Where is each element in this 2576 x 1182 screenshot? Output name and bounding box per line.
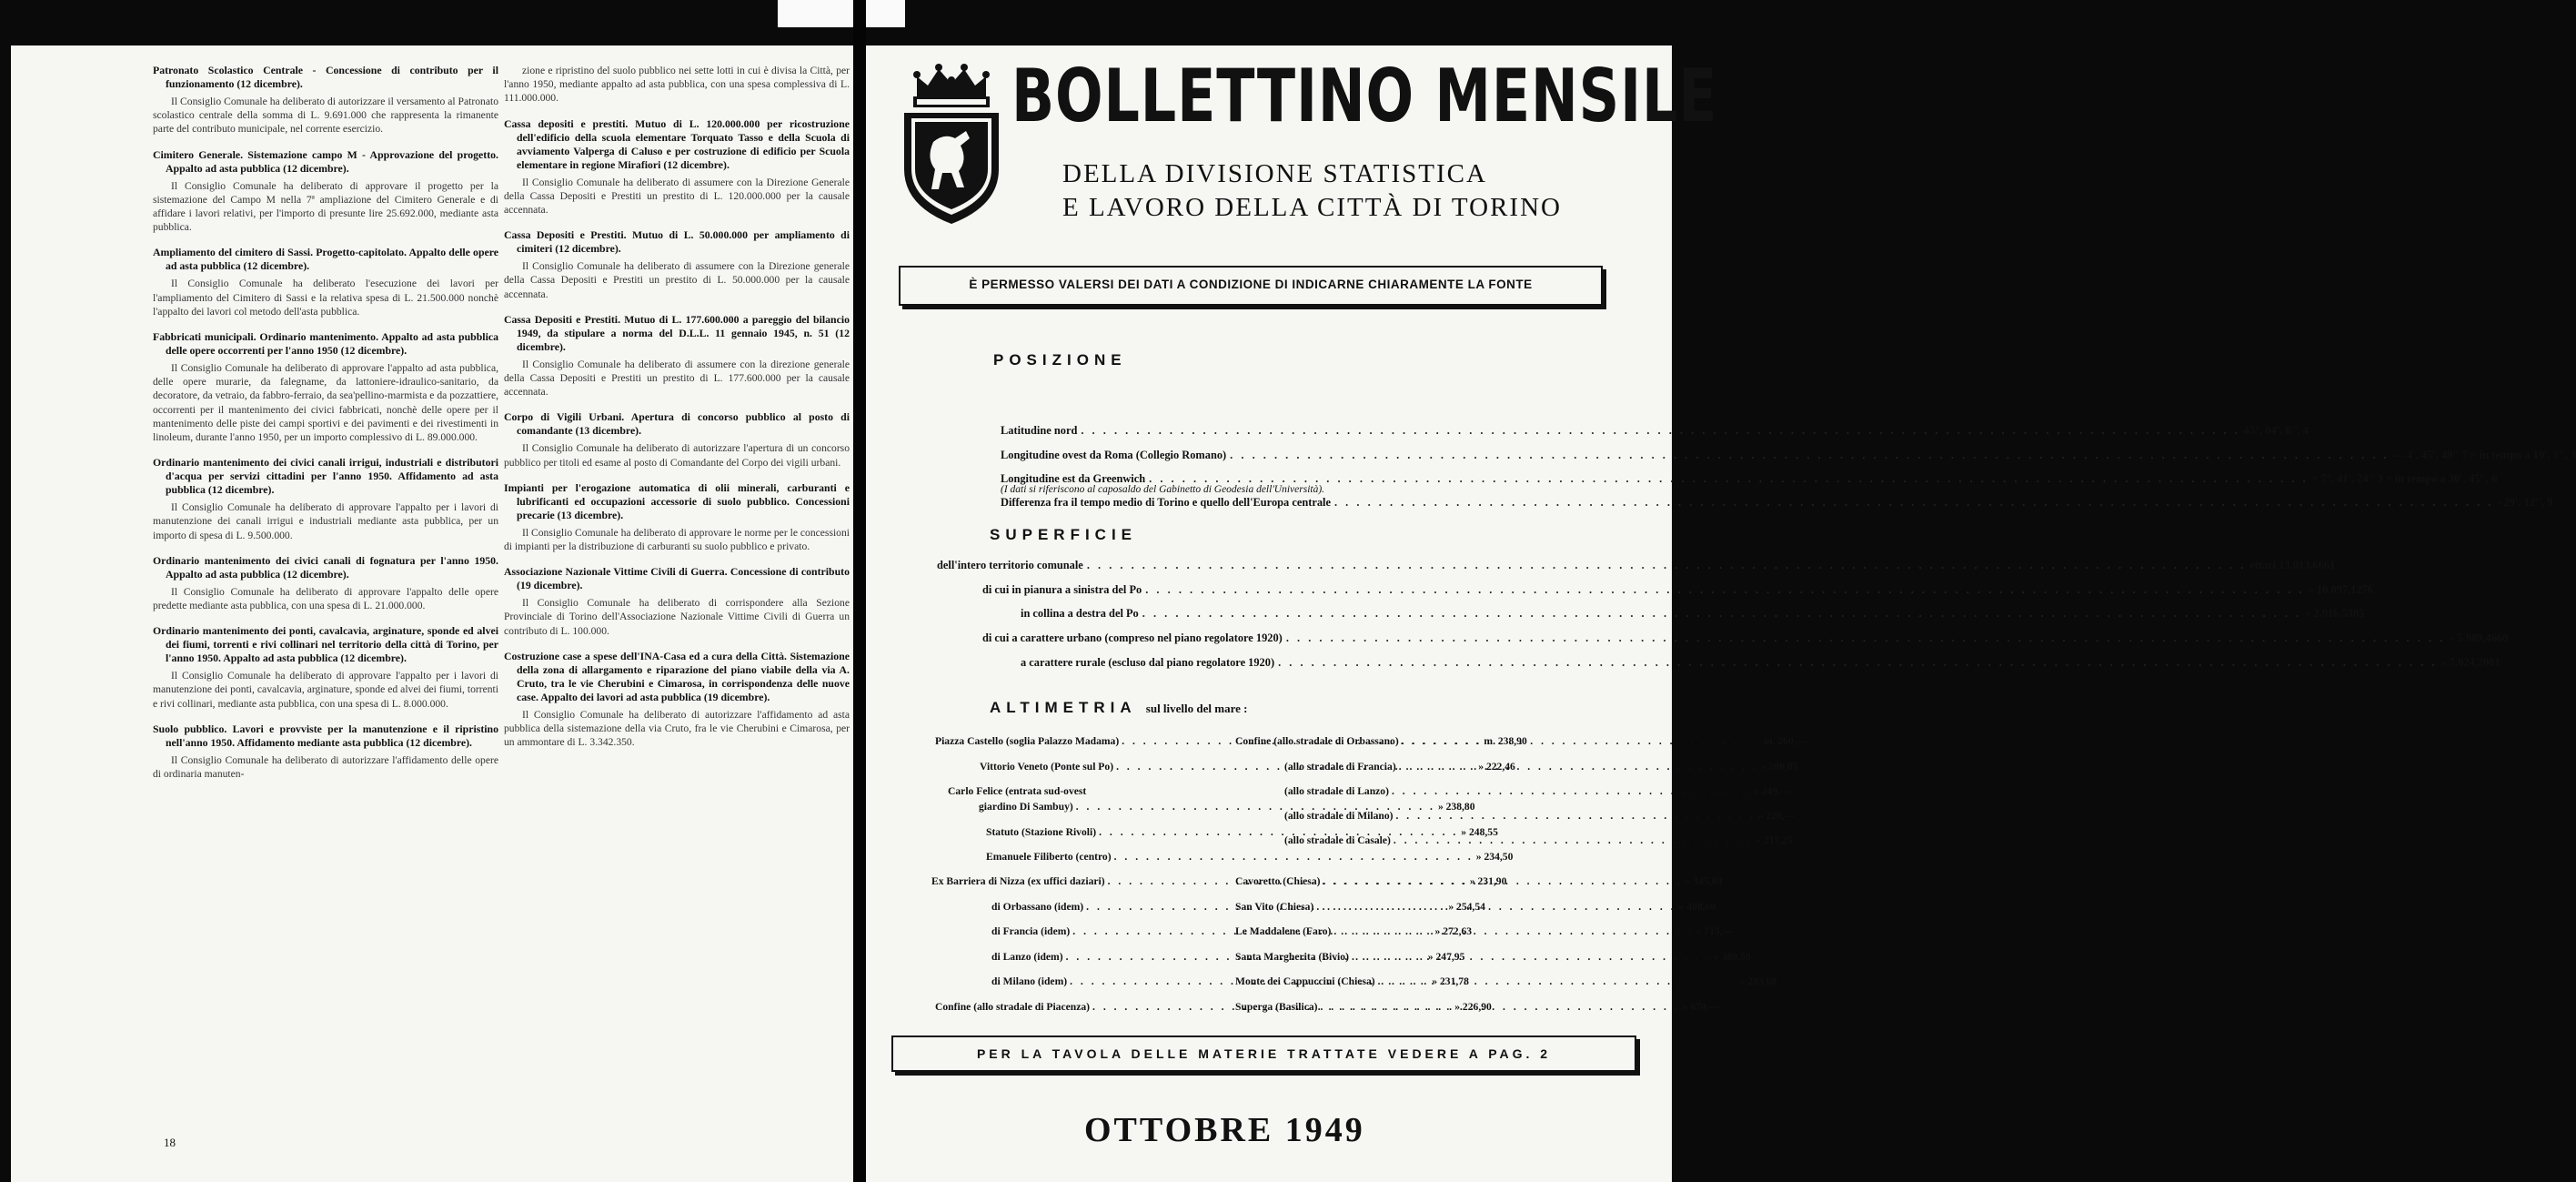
index-notice: PER LA TAVOLA DELLE MATERIE TRATTATE VEDERE A PAG. 2 bbox=[976, 1046, 1552, 1061]
superficie-row bbox=[1021, 607, 2365, 621]
row-label: di Lanzo (idem) bbox=[991, 951, 1063, 963]
text-column-b bbox=[504, 64, 850, 761]
leader-dots bbox=[1378, 975, 1737, 987]
article-body: Il Consiglio Comunale ha deliberato di assumere con la Direzione Generale della Cassa Depositi e Prestiti un prestito di L. 120.000.000 per la causale accennata. bbox=[504, 176, 850, 217]
row-value: » 283,68 bbox=[1739, 975, 1777, 987]
altimetria-row bbox=[979, 801, 1475, 813]
altimetria-row bbox=[1235, 901, 1716, 913]
leader-dots bbox=[1323, 875, 1682, 887]
article-body: Il Consiglio Comunale ha deliberato di approvare il progetto per la sistemazione del Campo M nella 7ª ampliazione del Cimitero Generale e di affidare i lavori relativi, per l'importo di presunte lire 25.692.000, mediante asta pubblica. bbox=[153, 179, 498, 234]
posizione-row bbox=[1001, 449, 2576, 462]
issue-date: OTTOBRE 1949 bbox=[1084, 1111, 1365, 1149]
article-heading: Suolo pubblico. Lavori e provviste per la manutenzione e il ripristino nell'anno 1950. Affidamento mediante asta pubblica (12 dicembre). bbox=[153, 722, 498, 749]
row-label: di cui a carattere urbano (compreso nel piano regolatore 1920) bbox=[982, 631, 1283, 644]
row-label: di Francia (idem) bbox=[991, 925, 1071, 937]
row-value: - 29', 12'', 9 bbox=[2497, 496, 2553, 509]
left-page bbox=[11, 45, 853, 1182]
row-label: (allo stradale di Lanzo) bbox=[1284, 785, 1389, 797]
leader-dots bbox=[1230, 449, 2389, 462]
article-entry bbox=[504, 64, 850, 106]
leader-dots bbox=[1321, 1001, 1680, 1013]
article-heading: Cimitero Generale. Sistemazione campo M - Approvazione del progetto. Appalto ad asta pubblica (12 dicembre). bbox=[153, 147, 498, 175]
row-label: Monte dei Cappuccini (Chiesa) bbox=[1235, 975, 1375, 987]
row-label: di Orbassano (idem) bbox=[991, 901, 1084, 913]
row-value: + 7°, 41', 24'' 3 = in tempo a 30', 45'', 6 bbox=[2311, 472, 2498, 485]
row-label: Confine (allo stradale di Piacenza) bbox=[935, 1001, 1091, 1013]
superficie-row bbox=[982, 583, 2373, 597]
article-entry bbox=[504, 228, 850, 301]
row-label: Santa Margherita (Bivio) bbox=[1235, 951, 1349, 963]
article-body: Il Consiglio Comunale ha deliberato di approvare l'appalto ad asta pubblica, delle opere murarie, da falegname, da lattoniere-idraulico-sanitario, da decoratore, da vetraio, da fabbro-ferraio, da sea'pellino-marmista e da pozzattiere, occorrenti per il mantenimento dei civici fabbricati, nonchè delle opere per il mantenimento delle piste dei campi sportivi e dei pavimenti e dei rivestimenti in linoleum, durante l'anno 1950, per un importo complessivo di L. 89.000.000. bbox=[153, 362, 498, 444]
row-label: Confine (allo stradale di Orbassano) bbox=[1235, 735, 1399, 747]
leader-dots bbox=[1087, 559, 2246, 572]
article-heading: Ampliamento del cimitero di Sassi. Progetto-capitolato. Appalto delle opere ad asta pubblica (12 dicembre). bbox=[153, 246, 498, 273]
article-body: Il Consiglio Comunale ha deliberato di assumere con la direzione generale della Cassa Depositi e Prestiti un prestito di L. 177.600.000 per la causale accennata. bbox=[504, 358, 850, 399]
article-entry bbox=[504, 313, 850, 399]
usage-notice-box bbox=[899, 266, 1603, 306]
article-heading: Cassa Depositi e Prestiti. Mutuo di L. 177.600.000 a pareggio del bilancio 1949, da stipulare a norma del D.L.L. 11 gennaio 1945, n. 51 (12 dicembre). bbox=[504, 312, 850, 353]
row-label: dell'intero territorio comunale bbox=[937, 559, 1083, 571]
article-body: Il Consiglio Comunale ha deliberato di approvare le norme per le concessioni di impianti per la distribuzione di carburanti su suolo pubblico e privato. bbox=[504, 526, 850, 553]
leader-dots bbox=[1333, 925, 1693, 937]
article-heading: Corpo di Vigili Urbani. Apertura di concorso pubblico al posto di comandante (13 dicembre). bbox=[504, 410, 850, 438]
leader-dots bbox=[1392, 785, 1751, 797]
leader-dots bbox=[1352, 951, 1711, 963]
article-heading: Impianti per l'erogazione automatica di olii minerali, carburanti e lubrificanti ed occupazioni accessorie di suolo pubblico. Concessioni precarie (13 dicembre). bbox=[504, 480, 850, 521]
altimetria-row bbox=[986, 851, 1514, 863]
article-heading: Costruzione case a spese dell'INA-Casa ed a cura della Città. Sistemazione della zona di allargamento e riparazione del piano viabile della via A. Cruto, tra le vie Cherubini e Cimarosa, in corrispondenza delle nuove case. Appalto dei lavori ad asta pubblica (19 dicembre). bbox=[504, 649, 850, 703]
row-label: Le Maddalene (Faro) bbox=[1235, 925, 1332, 937]
row-value: — 4', 45', 49'' 7 = in tempo a 19', 3'', 3 bbox=[2392, 449, 2576, 461]
row-value: ettari 13.013,6661 bbox=[2249, 559, 2336, 571]
row-label: a carattere rurale (escluso dal piano regolatore 1920) bbox=[1021, 656, 1275, 669]
article-entry bbox=[153, 554, 498, 612]
article-body: Il Consiglio Comunale ha deliberato di corrispondere alla Sezione Provinciale di Torino dell'Associazione Nazionale Vittime Civili di Guerra un contributo di L. 100.000. bbox=[504, 597, 850, 637]
masthead-subtitle-1: DELLA DIVISIONE STATISTICA bbox=[1062, 159, 1487, 188]
altimetria-title: ALTIMETRIA bbox=[990, 699, 1137, 716]
article-body: Il Consiglio Comunale ha deliberato di autorizzare l'affidamento delle opere di ordinaria manuten- bbox=[153, 753, 498, 781]
row-value: » 7.024,2001 bbox=[2440, 656, 2501, 669]
row-value: » 247,95 bbox=[1427, 951, 1465, 963]
row-label: Emanuele Filiberto (centro) bbox=[986, 851, 1112, 863]
row-value: » 5.989,4660 bbox=[2449, 631, 2509, 644]
scanner-top-strip bbox=[778, 0, 905, 27]
row-value: » 231,90 bbox=[1469, 875, 1507, 887]
row-value: 45°, 04', 8'', 4 bbox=[2243, 424, 2309, 437]
leader-dots bbox=[1081, 424, 2239, 438]
row-value: » 220,— bbox=[1757, 810, 1796, 822]
article-heading: Ordinario mantenimento dei ponti, cavalcavia, arginature, sponde ed alvei dei fiumi, torrenti e rivi collinari nel territorio della città di Torino, per l'anno 1950. Appalto ad asta pubblica (12 dicembre). bbox=[153, 624, 498, 665]
article-entry bbox=[153, 456, 498, 542]
leader-dots bbox=[1145, 583, 2304, 597]
row-label: Longitudine ovest da Roma (Collegio Romano) bbox=[1001, 449, 1227, 461]
article-body: Il Consiglio Comunale ha deliberato l'esecuzione dei lavori per l'ampliamento del Cimitero di Sassi e la relativa spesa di L. 21.500.000 nonchè l'appalto dei lavori col metodo dell'asta pubblica. bbox=[153, 278, 498, 318]
altimetria-row bbox=[1235, 951, 1751, 963]
altimetria-row bbox=[1235, 875, 1723, 887]
usage-notice: È PERMESSO VALERSI DEI DATI A CONDIZIONE DI INDICARNE CHIARAMENTE LA FONTE bbox=[969, 278, 1533, 291]
index-notice-box bbox=[891, 1036, 1636, 1072]
leader-dots bbox=[1395, 810, 1755, 822]
article-entry bbox=[504, 117, 850, 217]
row-value: » 670,— bbox=[1682, 1001, 1720, 1013]
leader-dots bbox=[1394, 834, 1753, 846]
superficie-row bbox=[1021, 656, 2501, 670]
row-label: di cui in pianura a sinistra del Po bbox=[982, 583, 1142, 596]
article-body: Il Consiglio Comunale ha deliberato di assumere con la Direzione generale della Cassa Depositi e Prestiti un prestito di L. 50.000.000 per la causale accennata. bbox=[504, 260, 850, 300]
row-value: » 389,50 bbox=[1714, 951, 1751, 963]
page-number: 18 bbox=[164, 1136, 176, 1149]
article-entry bbox=[153, 722, 498, 781]
row-value: » 222,46 bbox=[1478, 761, 1515, 773]
article-heading: Cassa depositi e prestiti. Mutuo di L. 120.000.000 per ricostruzione dell'edificio della scuola elementare Torquato Tasso e della Scuola di avviamento Valperga di Caluso e per costruzione di edificio per Scuola elementare in regione Mirafiori (12 dicembre). bbox=[504, 116, 850, 171]
article-heading: Ordinario mantenimento dei civici canali irrigui, industriali e distributori d'acqua per servizi cittadini per l'anno 1950. Affidamento ad asta pubblica (12 dicembre). bbox=[153, 456, 498, 497]
row-value: » 248,55 bbox=[1461, 826, 1498, 838]
superficie-row bbox=[937, 559, 2336, 572]
article-heading: Fabbricati municipali. Ordinario mantenimento. Appalto ad asta pubblica delle opere occorrenti per l'anno 1950 (12 dicembre). bbox=[153, 330, 498, 358]
posizione-row bbox=[1001, 424, 2309, 438]
article-body: Il Consiglio Comunale ha deliberato di approvare l'appalto delle opere predette mediante asta pubblica, con una spesa di L. 21.000.000. bbox=[153, 585, 498, 612]
row-label: Piazza Castello (soglia Palazzo Madama) bbox=[935, 735, 1120, 747]
altimetria-heading bbox=[990, 699, 1247, 717]
leader-dots bbox=[1142, 607, 2301, 621]
leader-dots bbox=[1278, 656, 2437, 670]
row-label: Vittorio Veneto (Ponte sul Po) bbox=[980, 761, 1114, 773]
row-value: m. 238,90 bbox=[1484, 735, 1527, 747]
leader-dots bbox=[1114, 851, 1474, 863]
row-label: (allo stradale di Francia) bbox=[1284, 761, 1396, 773]
article-entry bbox=[504, 410, 850, 469]
row-label: (allo stradale di Casale) bbox=[1284, 834, 1391, 846]
posizione-note: (I dati si riferiscono al caposaldo del Gabinetto di Geodesia dell'Università). bbox=[1001, 484, 1325, 495]
leader-dots bbox=[1286, 631, 2445, 645]
posizione-row bbox=[1001, 496, 2553, 510]
article-body: Il Consiglio Comunale ha deliberato di autorizzare l'affidamento ad asta pubblica della sistemazione della via Cruto, fra le vie Cherubini e Cimarosa, per un ammontare di L. 3.342.350. bbox=[504, 708, 850, 749]
article-entry bbox=[504, 565, 850, 638]
article-heading: Cassa Depositi e Prestiti. Mutuo di L. 50.000.000 per ampliamento di cimiteri (12 dicembre). bbox=[504, 228, 850, 256]
altimetria-row bbox=[1235, 1001, 1720, 1013]
row-label: giardino Di Sambuy) bbox=[979, 801, 1073, 813]
leader-dots bbox=[1316, 901, 1675, 913]
article-body: Il Consiglio Comunale ha deliberato di autorizzare l'apertura di un concorso pubblico per titoli ed esame al posto di Comandante del Corpo dei vigili urbani. bbox=[504, 442, 850, 469]
leader-dots bbox=[1399, 761, 1758, 773]
row-label: Cavoretto (Chiesa) bbox=[1235, 875, 1321, 887]
superficie-heading: SUPERFICIE bbox=[990, 526, 1138, 543]
right-page bbox=[866, 45, 2576, 1182]
row-value: » 234,50 bbox=[1475, 851, 1514, 863]
article-body: Il Consiglio Comunale ha deliberato di autorizzare il versamento al Patronato scolastico centrale della somma di L. 9.691.000 che rappresenta la rimanente parte del contributo municipale, nel corrente esercizio. bbox=[153, 96, 498, 136]
article-heading: Associazione Nazionale Vittime Civili di Guerra. Concessione di contributo (19 dicembre). bbox=[504, 565, 850, 592]
posizione-heading: POSIZIONE bbox=[993, 351, 1127, 369]
row-value: » 2.916,5385 bbox=[2305, 607, 2365, 620]
row-label: in collina a destra del Po bbox=[1021, 607, 1139, 620]
row-label: Longitudine est da Greenwich bbox=[1001, 472, 1146, 485]
article-heading: Patronato Scolastico Centrale - Concessione di contributo per il funzionamento (12 dicembre). bbox=[153, 64, 498, 90]
article-entry bbox=[504, 650, 850, 750]
altimetria-row bbox=[1284, 761, 1798, 773]
row-value: » 272,63 bbox=[1434, 925, 1473, 937]
row-value: » 217,25 bbox=[1756, 834, 1793, 846]
row-value: » 715,— bbox=[1696, 925, 1734, 937]
altimetria-row bbox=[1284, 834, 1793, 846]
row-value: » 254,54 bbox=[1448, 901, 1485, 913]
article-entry bbox=[153, 148, 498, 235]
row-label: Statuto (Stazione Rivoli) bbox=[986, 826, 1097, 838]
article-entry bbox=[153, 246, 498, 318]
row-label: Latitudine nord bbox=[1001, 424, 1078, 437]
turin-coat-of-arms-icon bbox=[901, 60, 1002, 226]
row-value: » 238,80 bbox=[1437, 801, 1475, 813]
row-label: Carlo Felice (entrata sud-ovest bbox=[948, 785, 1087, 797]
row-value: » 231,78 bbox=[1432, 975, 1469, 987]
leader-dots bbox=[1402, 735, 1761, 747]
row-label: Ex Barriera di Nizza (ex uffici daziari) bbox=[931, 875, 1105, 887]
book-gutter bbox=[853, 0, 866, 1182]
row-label: (allo stradale di Milano) bbox=[1284, 810, 1394, 822]
article-entry bbox=[153, 64, 498, 136]
row-value: » 10.097,1276 bbox=[2308, 583, 2373, 596]
altimetria-subheading: sul livello del mare : bbox=[1145, 702, 1248, 715]
superficie-row bbox=[982, 631, 2509, 645]
article-entry bbox=[504, 481, 850, 553]
altimetria-row bbox=[1235, 925, 1734, 937]
row-label: Superga (Basilica) bbox=[1235, 1001, 1318, 1013]
article-entry bbox=[153, 624, 498, 711]
altimetria-row bbox=[986, 826, 1498, 838]
text-column-a bbox=[153, 64, 498, 793]
row-label: San Vito (Chiesa) bbox=[1235, 901, 1314, 913]
row-value: » 345,80 bbox=[1685, 875, 1723, 887]
leader-dots bbox=[1334, 496, 2493, 510]
row-value: » 249,— bbox=[1754, 785, 1791, 797]
row-label: di Milano (idem) bbox=[991, 975, 1068, 987]
article-entry bbox=[153, 330, 498, 444]
masthead-subtitle-2: E LAVORO DELLA CITTÀ DI TORINO bbox=[1062, 193, 1562, 222]
row-value: » 280,85 bbox=[1760, 761, 1798, 773]
article-body: Il Consiglio Comunale ha deliberato di approvare l'appalto per i lavori di manutenzione dei ponti, cavalcavia, arginature, sponde ed alvei dei fiumi, torrenti e rivi collinari, mediante asta pubblica, con una spesa di L. 8.000.000. bbox=[153, 670, 498, 710]
altimetria-row bbox=[948, 785, 1202, 797]
row-value: » 408,60 bbox=[1678, 901, 1716, 913]
altimetria-row bbox=[1235, 735, 1807, 747]
altimetria-row bbox=[1235, 975, 1777, 987]
row-value: » 226,90 bbox=[1454, 1001, 1492, 1013]
article-heading: Ordinario mantenimento dei civici canali di fognatura per l'anno 1950. Appalto ad asta pubblica (12 dicembre). bbox=[153, 553, 498, 581]
article-body: Il Consiglio Comunale ha deliberato di approvare l'appalto per i lavori di manutenzione dei canali irrigui e industriali mediante asta pubblica, per un importo di spesa di L. 9.500.000. bbox=[153, 501, 498, 541]
altimetria-row bbox=[1284, 810, 1796, 822]
article-body: zione e ripristino del suolo pubblico nei sette lotti in cui è divisa la Città, per l'anno 1950, mediante appalto ad asta pubblica, con una spesa complessiva di L. 111.000.000. bbox=[504, 65, 850, 105]
row-value: m. 260,— bbox=[1763, 735, 1807, 747]
masthead-title: BOLLETTINO MENSILE bbox=[1011, 54, 1718, 138]
row-label: Differenza fra il tempo medio di Torino e quello dell'Europa centrale bbox=[1001, 496, 1331, 509]
altimetria-row bbox=[1284, 785, 1791, 797]
